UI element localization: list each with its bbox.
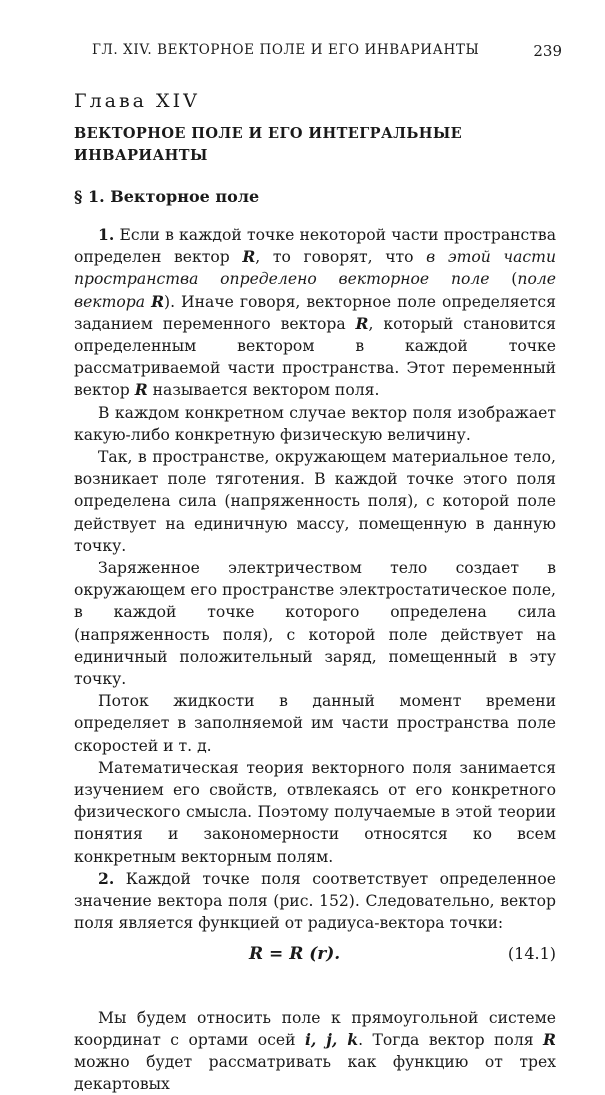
emphasis-text: в этой части пространства определено векторное поле (74, 248, 556, 288)
vector-symbol: R (242, 247, 255, 266)
running-title: ГЛ. XIV. ВЕКТОРНОЕ ПОЛЕ И ЕГО ИНВАРИАНТЫ (92, 42, 479, 58)
paragraph-1: 1. Если в каждой точке некоторой части пространства определен вектор R, то говорят, что в этой части пространства определено векторное поле (поле вектора R). Иначе говоря, векторное поле определяется заданием переменного вектора R, который становится определенным вектором в каждой точке рассматриваемой части пространства. Этот переменный вектор R называется вектором поля. (74, 224, 556, 402)
vector-symbol: R (151, 292, 164, 311)
section-title: § 1. Векторное поле (74, 187, 259, 206)
vector-symbol: R (543, 1030, 556, 1049)
paragraph-6: Математическая теория векторного поля занимается изучением его свойств, отвлекаясь от его конкретного физического смысла. Поэтому получаемые в этой теории понятия и закономерности относятся ко всем конкретным векторным полям. (74, 757, 556, 868)
emphasis-text: поле вектора (74, 270, 556, 310)
item-number-2: 2. (98, 869, 114, 888)
paragraph-4: Заряженное электричеством тело создает в окружающем его пространстве электростатическое поле, в каждой точке которого определена сила (напряженность поля), с которой поле действует на единичный положительный заряд, помещенный в эту точку. (74, 557, 556, 690)
paragraph-3: Так, в пространстве, окружающем материальное тело, возникает поле тяготения. В каждой точке этого поля определена сила (напряженность поля), с которой поле действует на единичную массу, помещенную в данную точку. (74, 446, 556, 557)
body-text (74, 224, 556, 1095)
item-number-1: 1. (98, 225, 114, 244)
chapter-label: Глава XIV (74, 90, 200, 112)
chapter-title: ВЕКТОРНОЕ ПОЛЕ И ЕГО ИНТЕГРАЛЬНЫЕ ИНВАРИАНТЫ (74, 123, 514, 167)
equation-number: (14.1) (508, 943, 556, 965)
paragraph-5: Поток жидкости в данный момент времени определяет в заполняемой им части пространства поле скоростей и т. д. (74, 690, 556, 757)
paragraph-2: В каждом конкретном случае вектор поля изображает какую-либо конкретную физическую величину. (74, 402, 556, 446)
running-head (92, 42, 562, 58)
vector-symbol: i, j, k (305, 1030, 358, 1049)
vector-symbol: R (356, 314, 369, 333)
formula-14-1 (74, 935, 556, 1007)
vector-symbol: R (135, 380, 148, 399)
paragraph-7: 2. Каждой точке поля соответствует определенное значение вектора поля (рис. 152). Следовательно, вектор поля является функцией от радиуса-вектора точки: (74, 868, 556, 935)
paragraph-8: Мы будем относить поле к прямоугольной системе координат с ортами осей i, j, k. Тогда вектор поля R можно будет рассматривать как функцию от трех декартовых (74, 1007, 556, 1095)
formula-expression: R = R (r). (249, 943, 340, 965)
page-number: 239 (533, 42, 562, 60)
